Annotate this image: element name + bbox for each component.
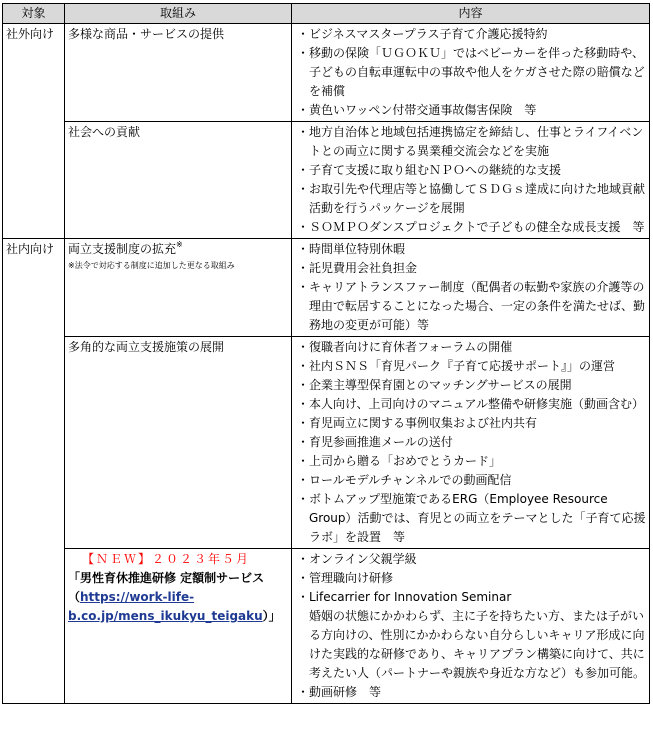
header-row [3, 4, 650, 24]
list-item: ・ 育児参画推進メールの送付 [297, 435, 453, 449]
seminar-description: 婚姻の状態にかかわらず、主に子を持ちたい方、または子がいる方向けの、性別にかかわらない自分らしいキャリア形成に向けた実践的な研修であり、キャリアプラン構築に向けて、共に考えたい人（パートナーや親族や身近な方など）も参加可能。 [309, 609, 646, 680]
table-row [3, 24, 650, 122]
service-title: 「男性育休推進研修 定額制サービス（https://work-life-b.co.jp/mens_ikukyu_teigaku）」 [68, 571, 281, 623]
header-target: 対象 [3, 4, 65, 24]
footnote-mark: ※ [176, 240, 183, 249]
list-item: ・ オンライン父親学級 [297, 552, 417, 566]
list-item: ・ 管理職向け研修 [297, 571, 394, 585]
list-item: ・ 子育て支援に取り組むＮＰＯへの継続的な支援 [297, 163, 562, 177]
content-cell [292, 24, 650, 122]
list-item: ・ 動画研修 等 [297, 685, 382, 699]
content-list [295, 123, 646, 237]
list-item: ・ 移動の保険「ＵＧＯＫＵ」ではベビーカーを伴った移動時や、子どもの自転車運転中の事故や他人をケガさせた際の賠償などを補償 [297, 46, 645, 98]
list-item: ・ 復職者向けに育休者フォーラムの開催 [297, 340, 513, 354]
list-item: ・ ビジネスマスタープラス子育て介護応援特約 [297, 27, 548, 41]
list-item: ・ ロールモデルチャンネルでの動画配信 [297, 473, 512, 487]
content-list [295, 338, 646, 547]
list-item: ・ 本人向け、上司向けのマニュアル整備や研修実施（動画含む） [297, 397, 645, 411]
list-item: ・ Lifecarrier for Innovation Seminar [297, 590, 512, 604]
service-link[interactable]: https://work-life-b.co.jp/mens_ikukyu_teigaku [68, 590, 263, 623]
content-cell [292, 549, 650, 704]
list-item: ・ お取引先や代理店等と協働してＳＤＧｓ達成に向けた地域貢献活動を行うパッケージを展開 [297, 182, 646, 215]
list-item: ・ 社内ＳＮＳ「育児パーク『子育て応援サポート』」の運営 [297, 359, 616, 373]
list-item: ・ 企業主導型保育園とのマッチングサービスの展開 [297, 378, 572, 392]
initiative-cell [65, 549, 292, 704]
list-item: ・ 時間単位特別休暇 [297, 242, 406, 256]
list-item: ・ 黄色いワッペン付帯交通事故傷害保険 等 [297, 103, 537, 117]
list-item: ・ 地方自治体と地域包括連携協定を締結し、仕事とライフイベントとの両立に関する異業種交流会などを実施 [297, 125, 644, 158]
list-item: ・ キャリアトランスファー制度（配偶者の転勤や家族の介護等の理由で転居することになった場合、一定の条件を満たせば、勤務地の変更が可能）等 [297, 280, 646, 332]
category-internal: 社内向け [3, 239, 65, 704]
content-list [295, 683, 646, 702]
content-list [295, 240, 646, 335]
initiative-cell: 社会への貢献 [65, 122, 292, 239]
initiative-cell: 多角的な両立支援施策の展開 [65, 337, 292, 549]
header-content: 内容 [292, 4, 650, 24]
category-external: 社外向け [3, 24, 65, 239]
table-row [3, 122, 650, 239]
content-cell [292, 337, 650, 549]
list-item: ・ 育児両立に関する事例収集および社内共有 [297, 416, 538, 430]
list-item: ・ 託児費用会社負担金 [297, 261, 418, 275]
initiatives-table [2, 3, 650, 704]
content-list [295, 25, 646, 120]
content-cell [292, 239, 650, 337]
list-item: ・ ボトムアップ型施策であるERG（Employee Resource Group）活動では、育児との両立をテーマとした「子育て応援ラボ」を設置 等 [297, 492, 646, 544]
table-row [3, 239, 650, 337]
new-badge: 【ＮＥＷ】２０２３年５月 [82, 552, 251, 566]
footnote-text: ※法令で対応する制度に追加した更なる取組み [68, 261, 235, 270]
header-initiative: 取組み [65, 4, 292, 24]
content-list [295, 550, 646, 607]
list-item: ・ 上司から贈る「おめでとうカード」 [297, 454, 502, 468]
table-row [3, 337, 650, 549]
table-row [3, 549, 650, 704]
initiative-cell: 多様な商品・サービスの提供 [65, 24, 292, 122]
initiative-title: 両立支援制度の拡充 [68, 242, 177, 256]
initiative-cell [65, 239, 292, 337]
content-cell [292, 122, 650, 239]
list-item: ・ ＳＯＭＰＯダンスプロジェクトで子どもの健全な成長支援 等 [297, 220, 645, 234]
